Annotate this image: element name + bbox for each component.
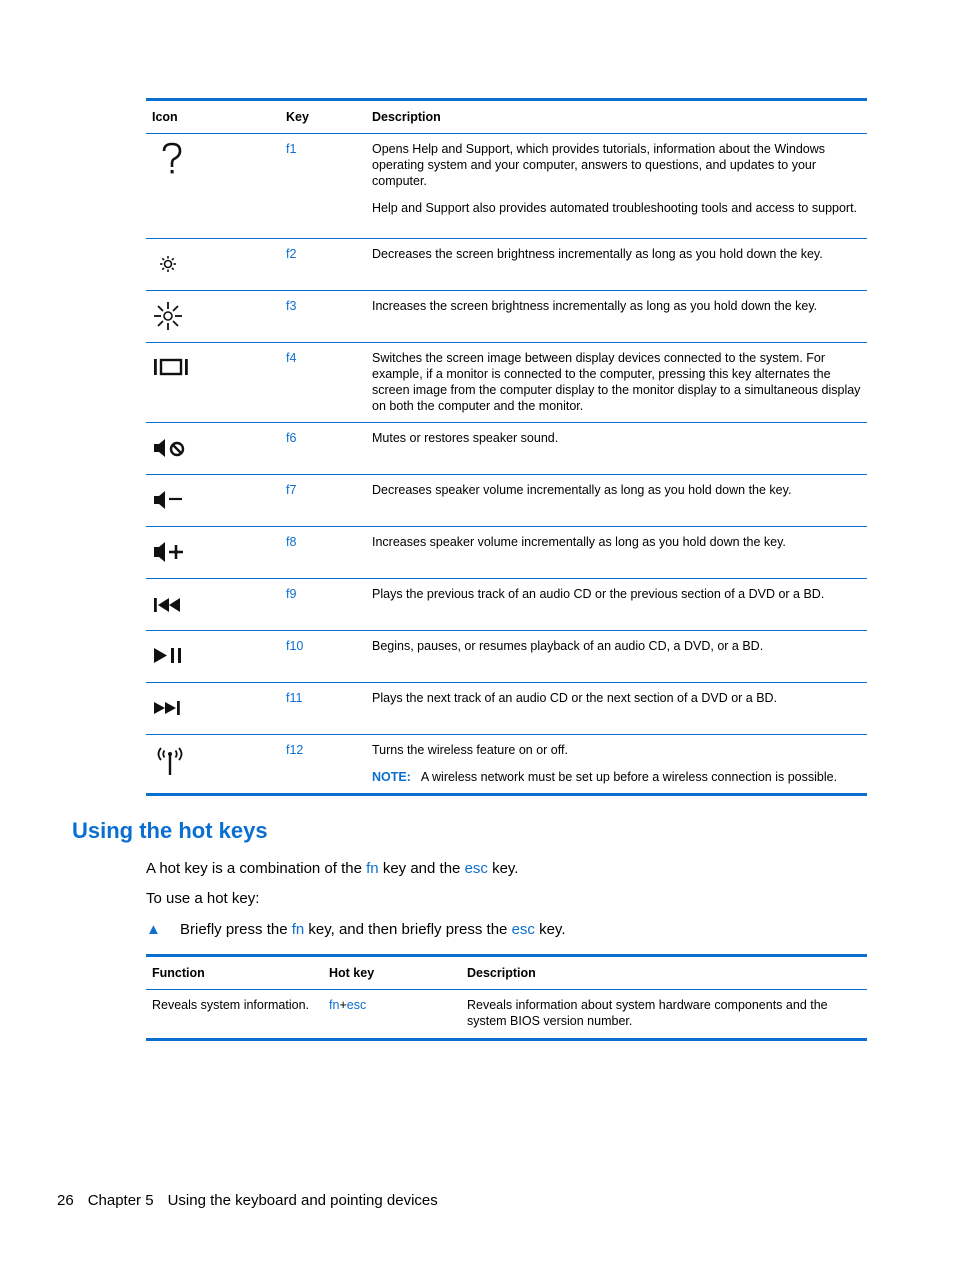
- volume-down-icon: [152, 482, 192, 518]
- icon-cell: [146, 631, 280, 683]
- chapter-label: Chapter 5: [87, 1192, 154, 1209]
- key-cell: f6: [280, 423, 366, 475]
- description-column-header: Description: [461, 956, 867, 990]
- description-text: Increases speaker volume incrementally as long as you hold down the key.: [372, 535, 786, 549]
- function-cell: Reveals system information.: [152, 998, 310, 1012]
- icon-column-header: Icon: [146, 100, 280, 134]
- key-cell: f4: [280, 343, 366, 423]
- brightness-down-icon: [152, 246, 188, 282]
- function-column-header: Function: [146, 956, 323, 990]
- fn-key-text: fn: [366, 860, 379, 877]
- description-column-header: Description: [366, 100, 867, 134]
- description-text: Decreases speaker volume incrementally as long as you hold down the key.: [372, 483, 792, 497]
- note: [372, 769, 861, 785]
- description-text: Plays the previous track of an audio CD or the previous section of a DVD or a BD.: [372, 587, 825, 601]
- icon-cell: [146, 343, 280, 423]
- section-title: Using the hot keys: [72, 818, 268, 843]
- description-cell: [366, 423, 867, 475]
- table-row: [146, 735, 867, 795]
- note-label: NOTE:: [372, 770, 411, 784]
- volume-up-icon: [152, 534, 192, 570]
- description-text: Plays the next track of an audio CD or the next section of a DVD or a BD.: [372, 691, 778, 705]
- table-row: [146, 579, 867, 631]
- function-key-table: [146, 98, 867, 796]
- table-row: [146, 990, 867, 1040]
- play-pause-icon: [152, 638, 192, 674]
- description-cell: [366, 579, 867, 631]
- switch-display-icon: [152, 350, 192, 386]
- icon-cell: [146, 527, 280, 579]
- note-text: A wireless network must be set up before a wireless connection is possible.: [420, 770, 838, 784]
- description-text: Turns the wireless feature on or off.: [372, 743, 568, 757]
- key-cell: f12: [286, 743, 304, 757]
- key-cell: f2: [280, 239, 366, 291]
- description-cell: [366, 239, 867, 291]
- description-text: Begins, pauses, or resumes playback of an audio CD, a DVD, or a BD.: [372, 639, 764, 653]
- description-text: Increases the screen brightness incrementally as long as you hold down the key.: [372, 299, 818, 313]
- instruction-bullet: ▲ Briefly press the fn key, and then briefly press the esc key.: [146, 921, 566, 938]
- description-cell: [366, 527, 867, 579]
- table-row: [146, 239, 867, 291]
- key-cell: f3: [280, 291, 366, 343]
- description-text: Switches the screen image between display devices connected to the system. For example, if a monitor is connected to the computer, pressing this key alternates the screen image from the computer display to the monitor display to a simultaneous display on both the computer and the monitor.: [372, 351, 861, 413]
- esc-key-text: esc: [464, 860, 488, 877]
- description-text: Opens Help and Support, which provides tutorials, information about the Windows operating system and your computer, answers to questions, and updates to your computer.: [372, 142, 826, 188]
- key-cell: f11: [280, 683, 366, 735]
- icon-cell: [146, 579, 280, 631]
- description-cell: [366, 735, 867, 795]
- hotkey-column-header: Hot key: [323, 956, 461, 990]
- intro-paragraph: A hot key is a combination of the fn key and the esc key.: [146, 860, 519, 877]
- key-cell: f9: [280, 579, 366, 631]
- esc-key-text: esc: [511, 921, 535, 938]
- help-question-icon: [152, 141, 188, 177]
- key-cell: f10: [280, 631, 366, 683]
- page-number: 26: [57, 1192, 74, 1209]
- key-table-header: [146, 100, 867, 134]
- hotkey-cell: fn+esc: [329, 998, 367, 1012]
- table-row: [146, 343, 867, 423]
- table-row: [146, 527, 867, 579]
- next-track-icon: [152, 690, 192, 726]
- key-cell: f7: [280, 475, 366, 527]
- icon-cell: [146, 423, 280, 475]
- description-cell: [366, 683, 867, 735]
- description-cell: [366, 475, 867, 527]
- description-text: Help and Support also provides automated troubleshooting tools and access to support.: [372, 201, 858, 215]
- icon-cell: [146, 239, 280, 291]
- hot-table-header: [146, 956, 867, 990]
- icon-cell: [146, 291, 280, 343]
- description-cell: [366, 134, 867, 239]
- triangle-bullet-icon: ▲: [146, 921, 161, 938]
- key-column-header: Key: [280, 100, 366, 134]
- wireless-icon: [152, 742, 192, 778]
- description-cell: [366, 631, 867, 683]
- to-use-text: To use a hot key:: [146, 890, 260, 907]
- description-cell: Reveals information about system hardware components and the system BIOS version number.: [467, 998, 828, 1028]
- icon-cell: [146, 683, 280, 735]
- description-cell: [366, 343, 867, 423]
- table-row: [146, 423, 867, 475]
- key-cell: f1: [280, 134, 366, 239]
- hot-key-table: [146, 954, 867, 1041]
- table-row: [146, 291, 867, 343]
- fn-key-text: fn: [291, 921, 305, 938]
- mute-icon: [152, 430, 192, 466]
- table-row: [146, 475, 867, 527]
- description-cell: [366, 291, 867, 343]
- page-footer: [57, 1192, 438, 1209]
- table-row: [146, 134, 867, 239]
- table-row: [146, 631, 867, 683]
- chapter-title: Using the keyboard and pointing devices: [167, 1192, 438, 1209]
- previous-track-icon: [152, 586, 192, 622]
- brightness-up-icon: [152, 298, 188, 334]
- icon-cell: [146, 475, 280, 527]
- icon-cell: [146, 735, 280, 795]
- key-cell: f8: [280, 527, 366, 579]
- icon-cell: [146, 134, 280, 239]
- description-text: Mutes or restores speaker sound.: [372, 431, 559, 445]
- description-text: Decreases the screen brightness incrementally as long as you hold down the key.: [372, 247, 823, 261]
- table-row: [146, 683, 867, 735]
